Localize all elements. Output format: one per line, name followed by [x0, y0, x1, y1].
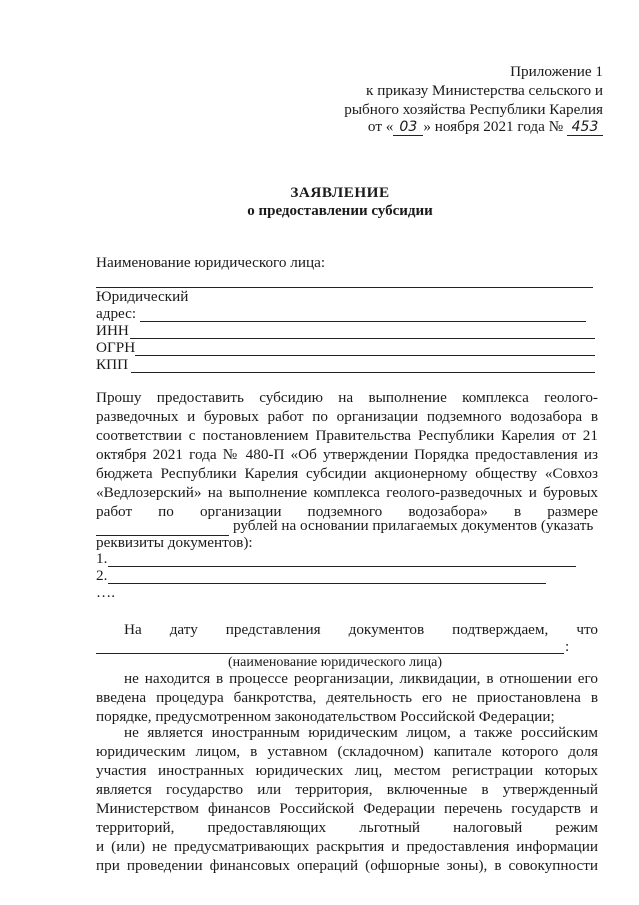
address-label-1: Юридический	[96, 288, 189, 305]
p2-line-5: Министерством финансов Российской Федерации перечень государств и	[96, 800, 598, 817]
request-line-4: октября 2021 года № 480-П «Об утверждении Порядка предоставления из	[96, 446, 598, 463]
request-line-7: работ по организации подземного водозабора» в размере	[96, 503, 598, 520]
date-day: 03	[393, 120, 423, 136]
order-number: 453	[567, 120, 603, 136]
p1-line-1: не находится в процессе реорганизации, ликвидации, в отношении его	[124, 670, 598, 687]
ogrn-line	[135, 355, 595, 356]
p1-line-2: введена процедура банкротства, деятельность его не приостановлена в	[96, 689, 598, 706]
doc-2-label: 2.	[96, 567, 108, 584]
inn-label: ИНН	[96, 322, 129, 339]
ogrn-label: ОГРН	[96, 339, 136, 356]
kpp-label: КПП	[96, 356, 129, 373]
doc-1-label: 1.	[96, 550, 108, 567]
request-line-1: Прошу предоставить субсидию на выполнение комплекса геолого-	[96, 389, 598, 406]
address-label-2: адрес:	[96, 305, 137, 322]
entity-name-label: Наименование юридического лица:	[96, 254, 326, 271]
entity-caption: (наименование юридического лица)	[228, 655, 442, 670]
doc-ellipsis: ….	[96, 584, 115, 601]
p1-line-3: порядке, предусмотренном законодательством Российской Федерации;	[96, 708, 555, 725]
order-date-line	[368, 117, 603, 136]
order-line-3: рыбного хозяйства Республики Карелия	[344, 101, 603, 118]
kpp-line	[131, 372, 595, 373]
p2-line-1: не является иностранным юридическим лицом, а также российским	[124, 724, 598, 741]
amount-suffix: рублей на основании прилагаемых документов (указать	[233, 517, 594, 534]
appendix-label: Приложение 1	[510, 63, 603, 80]
address-line	[140, 321, 586, 322]
p2-line-3: участия иностранных юридических лиц, местом регистрации которых	[96, 762, 598, 779]
request-line-5: бюджета Республики Карелия субсидии акционерному обществу «Совхоз	[96, 465, 598, 482]
doc-2-line	[108, 583, 546, 584]
doc-1-line	[108, 566, 576, 567]
date-suffix: » ноября 2021 года №	[423, 118, 564, 135]
document-title: ЗАЯВЛЕНИЕ	[290, 184, 390, 201]
p2-line-4: является государство или территория, включенные в утвержденный	[96, 781, 598, 798]
request-line-2: разведочных и буровых работ по организации подземного водозабора в	[96, 408, 598, 425]
document-subtitle: о предоставлении субсидии	[247, 203, 433, 219]
request-line-6: «Ведлозерский» на выполнение комплекса геолого-разведочных и буровых	[96, 484, 598, 501]
p2-line-2: юридическим лицом, в уставном (складочном) капитале которого доля	[96, 743, 598, 760]
date-prefix: от «	[367, 118, 394, 135]
order-line-2: к приказу Министерства сельского и	[366, 82, 603, 99]
request-line-3: соответствии с постановлением Правительства Республики Карелия от 21	[96, 427, 598, 444]
confirm-colon: :	[565, 638, 570, 655]
inn-line	[130, 338, 595, 339]
p2-line-6: территорий, предоставляющих льготный налоговый режим	[96, 819, 598, 836]
p2-line-7: и (или) не предусматривающих раскрытия и предоставления информации	[96, 838, 598, 855]
confirm-line-1: На дату представления документов подтверждаем, что	[124, 621, 598, 638]
documents-label: реквизиты документов):	[96, 534, 253, 551]
p2-line-8: при проведении финансовых операций (офшорные зоны), в совокупности	[96, 857, 598, 874]
